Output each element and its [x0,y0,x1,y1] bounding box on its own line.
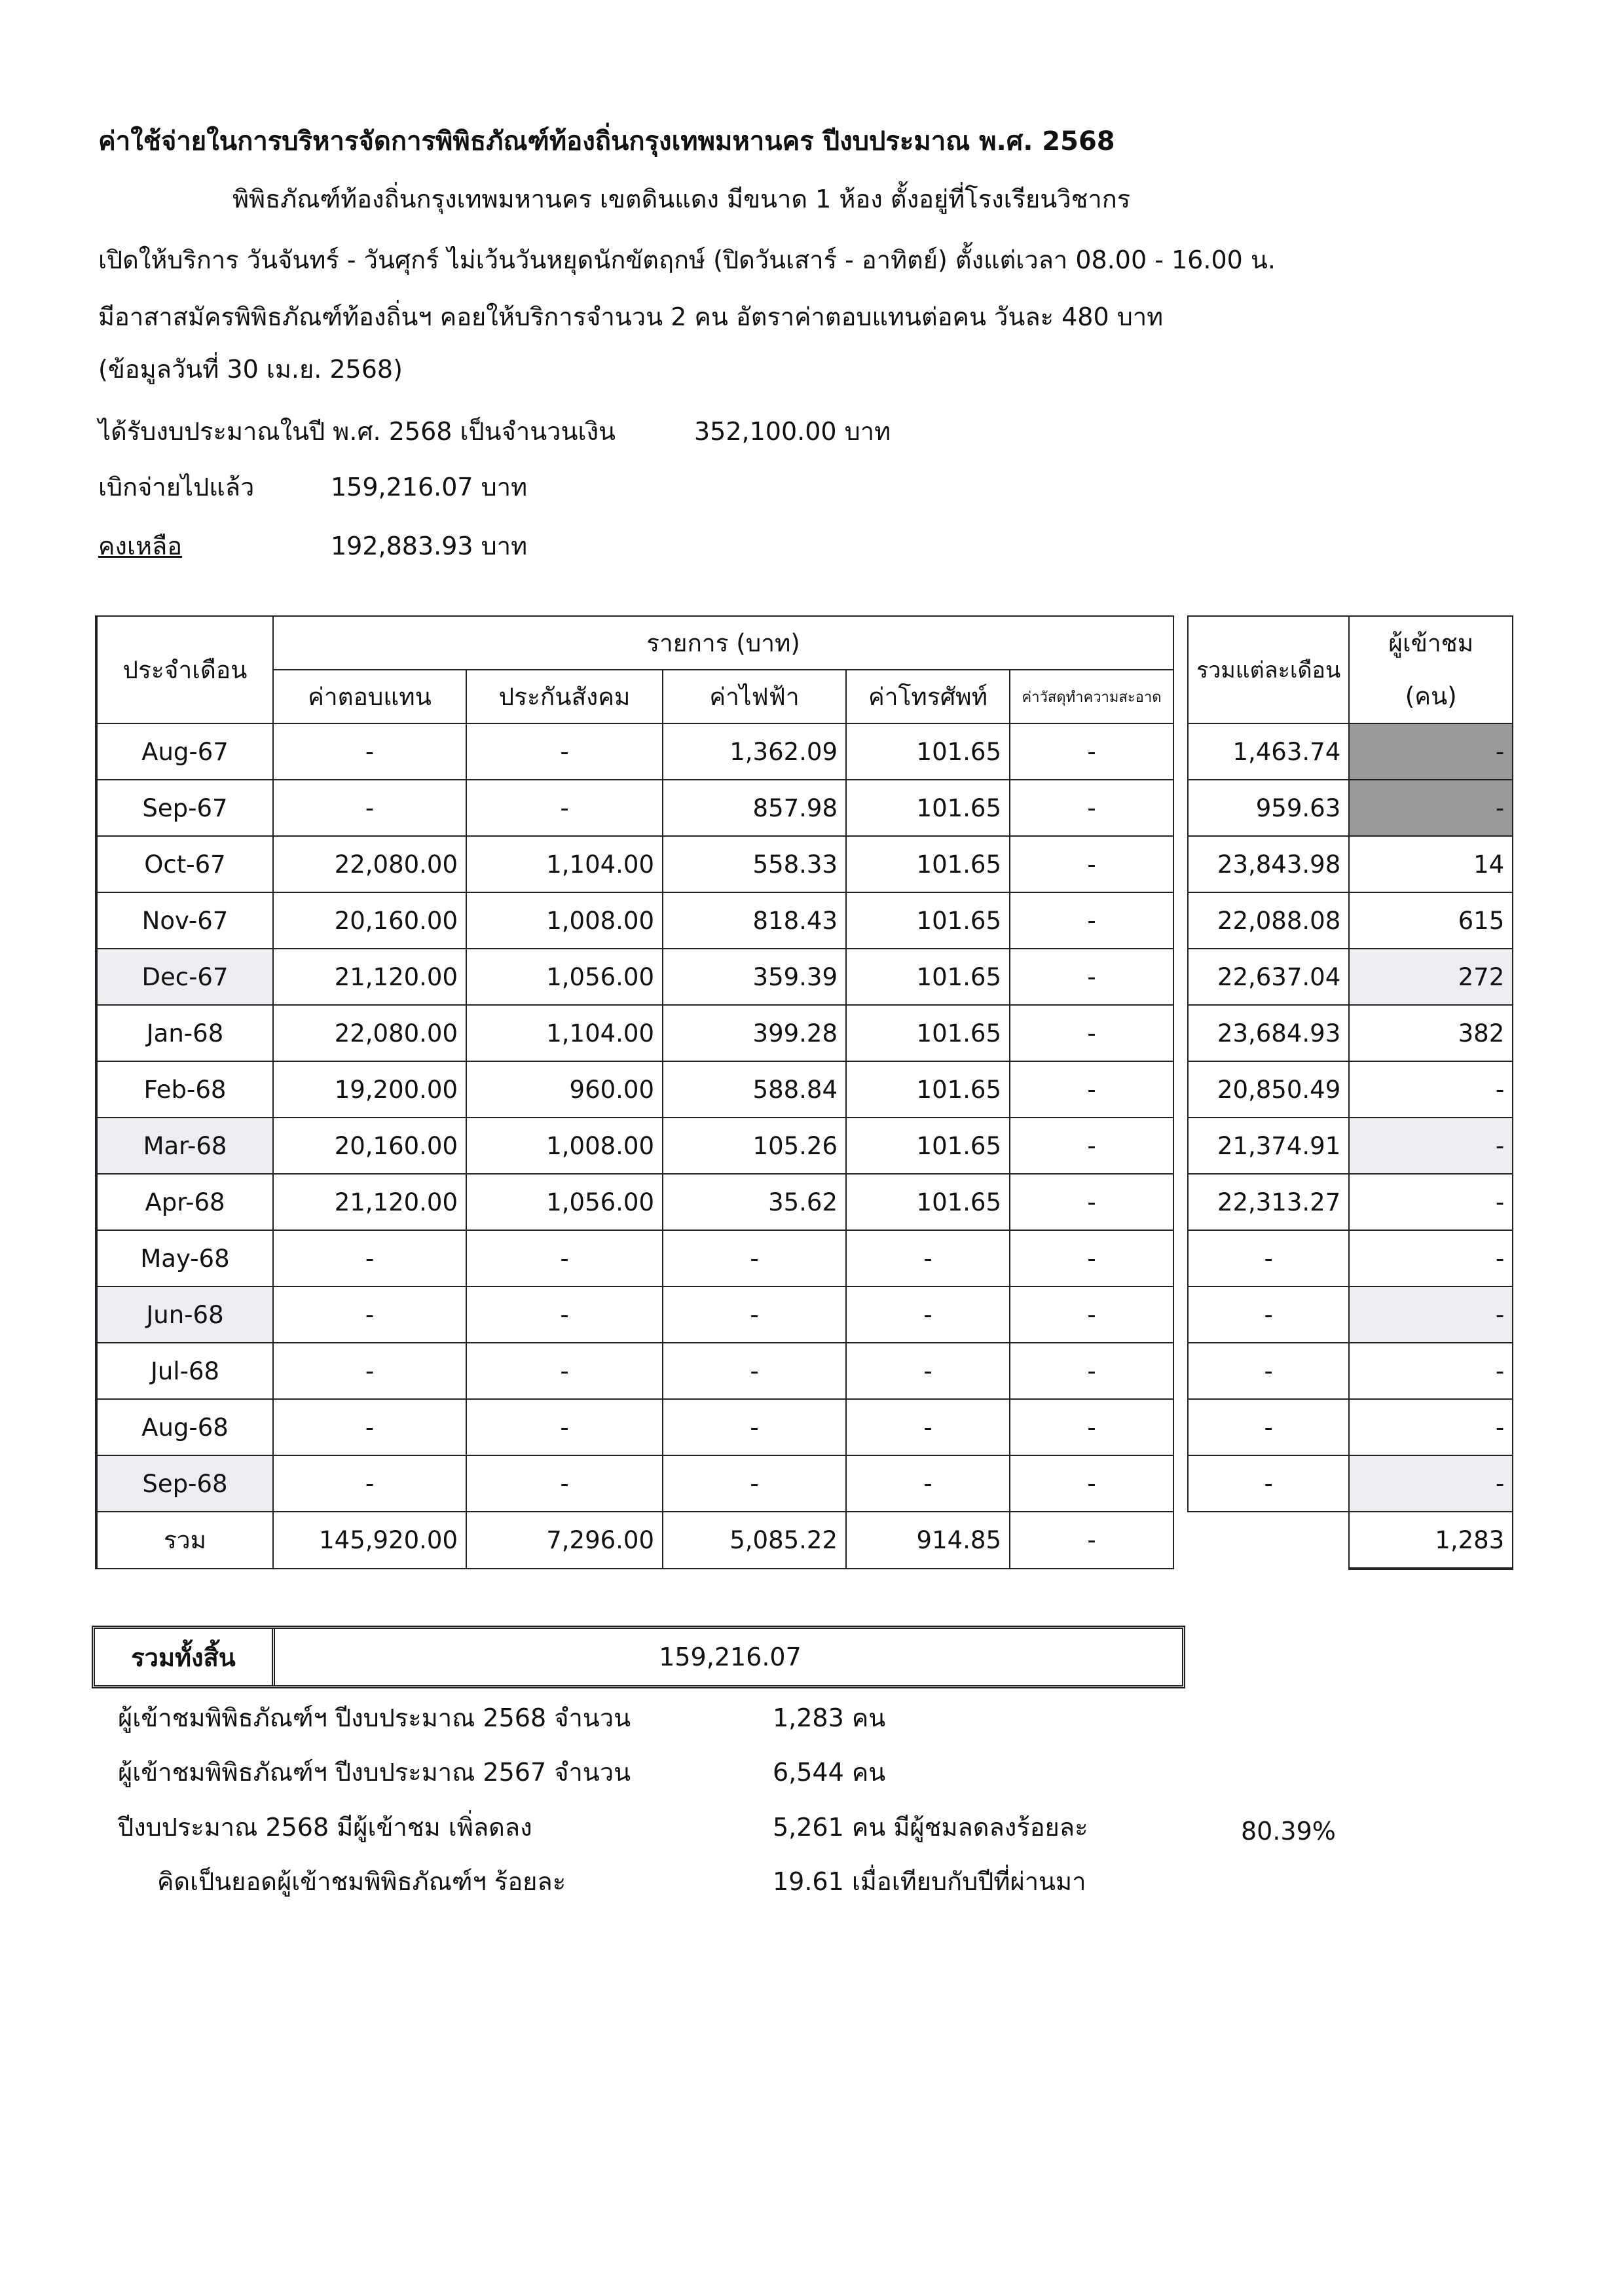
compensation-cell: - [273,1230,466,1286]
budget-value: 352,100.00 บาท [694,417,891,446]
sum-cleaning: - [1010,1512,1173,1569]
sum-label: รวม [96,1512,273,1569]
month-cell: Aug-67 [96,723,273,780]
visitors-2567-value: 6,544 คน [773,1758,886,1787]
monthly-total-cell: 20,850.49 [1188,1061,1349,1118]
header-visitors: ผู้เข้าชม [1349,616,1513,670]
visitors-2568-label: ผู้เข้าชมพิพิธภัณฑ์ฯ ปีงบประมาณ 2568 จำนวน [118,1704,631,1732]
opening-hours: เปิดให้บริการ วันจันทร์ - วันศุกร์ ไม่เว้นวันหยุดนักขัตฤกษ์ (ปิดวันเสาร์ - อาทิตย์) ตั้งแต่เวลา 08.00 - 16.00 น. [98,246,1276,274]
social-security-cell: - [466,1399,663,1455]
month-cell: Jan-68 [96,1005,273,1061]
visitors-cell: - [1349,1286,1513,1343]
compensation-cell: - [273,1455,466,1512]
monthly-total-cell: 23,843.98 [1188,836,1349,892]
header-monthly-total: รวมแต่ละเดือน [1188,616,1349,723]
telephone-cell: 101.65 [846,1174,1010,1230]
social-security-cell: 1,056.00 [466,949,663,1005]
electricity-cell: 558.33 [663,836,846,892]
social-security-cell: - [466,723,663,780]
monthly-total-cell: 22,313.27 [1188,1174,1349,1230]
telephone-cell: 101.65 [846,723,1010,780]
cleaning-cell: - [1010,836,1173,892]
visitors-cell: 272 [1349,949,1513,1005]
electricity-cell: 359.39 [663,949,846,1005]
volunteer-info: มีอาสาสมัครพิพิธภัณฑ์ท้องถิ่นฯ คอยให้บริการจำนวน 2 คน อัตราค่าตอบแทนต่อคน วันละ 480 บาท [98,302,1164,331]
telephone-cell: 101.65 [846,1061,1010,1118]
telephone-cell: 101.65 [846,1005,1010,1061]
grand-total-box [92,1626,1185,1688]
cleaning-cell: - [1010,1118,1173,1174]
social-security-cell: 1,056.00 [466,1174,663,1230]
compensation-cell: 20,160.00 [273,892,466,949]
visitor-change-value: 5,261 คน มีผู้ชมลดลงร้อยละ [773,1813,1088,1842]
remain-label: คงเหลือ [98,532,183,560]
month-cell: Jul-68 [96,1343,273,1399]
month-cell: Aug-68 [96,1399,273,1455]
table-row [96,1174,1513,1230]
visitors-cell: - [1349,1399,1513,1455]
cleaning-cell: - [1010,1399,1173,1455]
visitors-2568-value: 1,283 คน [773,1704,886,1732]
cleaning-cell: - [1010,1005,1173,1061]
table-row [96,780,1513,836]
compensation-cell: 21,120.00 [273,1174,466,1230]
social-security-cell: 1,008.00 [466,1118,663,1174]
telephone-cell: 101.65 [846,949,1010,1005]
telephone-cell: 101.65 [846,780,1010,836]
visitors-cell: - [1349,1343,1513,1399]
table-row [96,723,1513,780]
cleaning-cell: - [1010,1230,1173,1286]
telephone-cell: - [846,1455,1010,1512]
month-cell: Oct-67 [96,836,273,892]
cleaning-cell: - [1010,780,1173,836]
sum-telephone: 914.85 [846,1512,1010,1569]
monthly-total-cell: - [1188,1343,1349,1399]
table-row [96,836,1513,892]
social-security-cell: 1,104.00 [466,836,663,892]
visitors-cell: - [1349,1061,1513,1118]
table-row [96,1118,1513,1174]
visitors-cell: 615 [1349,892,1513,949]
cleaning-cell: - [1010,892,1173,949]
header-telephone: ค่าโทรศัพท์ [846,670,1010,723]
header-social-security: ประกันสังคม [466,670,663,723]
table-row [96,1230,1513,1286]
social-security-cell: 1,104.00 [466,1005,663,1061]
social-security-cell: - [466,1230,663,1286]
monthly-total-cell: - [1188,1286,1349,1343]
expense-table [95,615,1513,1570]
visitors-cell: 14 [1349,836,1513,892]
header-items: รายการ (บาท) [273,616,1173,670]
cleaning-cell: - [1010,1174,1173,1230]
compensation-cell: 19,200.00 [273,1061,466,1118]
visitor-change-label: ปีงบประมาณ 2568 มีผู้เข้าชม เพิ่ลดลง [118,1813,532,1842]
monthly-total-cell: - [1188,1230,1349,1286]
cleaning-cell: - [1010,1061,1173,1118]
electricity-cell: - [663,1399,846,1455]
telephone-cell: - [846,1399,1010,1455]
electricity-cell: 105.26 [663,1118,846,1174]
table-row [96,1455,1513,1512]
compensation-cell: - [273,1343,466,1399]
compensation-cell: - [273,1286,466,1343]
visitor-change-percent: 80.39% [1241,1817,1336,1846]
grand-total-label: รวมทั้งสิ้น [95,1629,275,1685]
compensation-cell: - [273,723,466,780]
electricity-cell: 588.84 [663,1061,846,1118]
electricity-cell: - [663,1455,846,1512]
month-cell: Nov-67 [96,892,273,949]
electricity-cell: 1,362.09 [663,723,846,780]
compensation-cell: 22,080.00 [273,836,466,892]
visitors-cell: - [1349,1230,1513,1286]
sum-compensation: 145,920.00 [273,1512,466,1569]
table-row [96,1005,1513,1061]
monthly-total-cell: 21,374.91 [1188,1118,1349,1174]
document-title: ค่าใช้จ่ายในการบริหารจัดการพิพิธภัณฑ์ท้องถิ่นกรุงเทพมหานคร ปีงบประมาณ พ.ศ. 2568 [98,126,1115,156]
compensation-cell: 22,080.00 [273,1005,466,1061]
social-security-cell: 1,008.00 [466,892,663,949]
month-cell: May-68 [96,1230,273,1286]
visitors-cell: 382 [1349,1005,1513,1061]
telephone-cell: 101.65 [846,1118,1010,1174]
monthly-total-cell: - [1188,1455,1349,1512]
month-cell: Feb-68 [96,1061,273,1118]
telephone-cell: - [846,1230,1010,1286]
table-row [96,1061,1513,1118]
electricity-cell: 35.62 [663,1174,846,1230]
monthly-total-cell: 22,088.08 [1188,892,1349,949]
monthly-total-cell: 1,463.74 [1188,723,1349,780]
monthly-total-cell: 22,637.04 [1188,949,1349,1005]
table-row [96,1286,1513,1343]
electricity-cell: 818.43 [663,892,846,949]
cleaning-cell: - [1010,1455,1173,1512]
electricity-cell: - [663,1343,846,1399]
visitor-ratio-label: คิดเป็นยอดผู้เข้าชมพิพิธภัณฑ์ฯ ร้อยละ [157,1867,566,1896]
telephone-cell: - [846,1343,1010,1399]
table-row [96,949,1513,1005]
table-body [96,723,1513,1512]
table-row [96,1343,1513,1399]
electricity-cell: 857.98 [663,780,846,836]
monthly-total-cell: 23,684.93 [1188,1005,1349,1061]
header-cleaning-supplies: ค่าวัสดุทำความสะอาด [1010,670,1173,723]
data-date: (ข้อมูลวันที่ 30 เม.ย. 2568) [98,355,403,384]
header-compensation: ค่าตอบแทน [273,670,466,723]
social-security-cell: - [466,1286,663,1343]
visitors-cell: - [1349,1174,1513,1230]
sum-visitors: 1,283 [1349,1512,1513,1569]
budget-label: ได้รับงบประมาณในปี พ.ศ. 2568 เป็นจำนวนเงิน [98,417,616,446]
monthly-total-cell: 959.63 [1188,780,1349,836]
electricity-cell: - [663,1286,846,1343]
visitors-cell: - [1349,780,1513,836]
social-security-cell: - [466,1455,663,1512]
social-security-cell: - [466,780,663,836]
compensation-cell: 20,160.00 [273,1118,466,1174]
month-cell: Mar-68 [96,1118,273,1174]
compensation-cell: - [273,1399,466,1455]
monthly-total-cell: - [1188,1399,1349,1455]
table-row [96,892,1513,949]
month-cell: Sep-67 [96,780,273,836]
electricity-cell: - [663,1230,846,1286]
grand-total-value: 159,216.07 [659,1643,802,1671]
header-visitors-unit: (คน) [1349,670,1513,723]
spent-label: เบิกจ่ายไปแล้ว [98,473,255,501]
telephone-cell: 101.65 [846,892,1010,949]
social-security-cell: 960.00 [466,1061,663,1118]
cleaning-cell: - [1010,723,1173,780]
month-cell: Jun-68 [96,1286,273,1343]
visitor-ratio-value: 19.61 เมื่อเทียบกับปีที่ผ่านมา [773,1867,1086,1896]
compensation-cell: 21,120.00 [273,949,466,1005]
remain-value: 192,883.93 บาท [331,532,528,560]
table-row [96,1399,1513,1455]
cleaning-cell: - [1010,949,1173,1005]
telephone-cell: - [846,1286,1010,1343]
visitors-2567-label: ผู้เข้าชมพิพิธภัณฑ์ฯ ปีงบประมาณ 2567 จำนวน [118,1758,631,1787]
month-cell: Apr-68 [96,1174,273,1230]
sum-social-security: 7,296.00 [466,1512,663,1569]
telephone-cell: 101.65 [846,836,1010,892]
visitors-cell: - [1349,723,1513,780]
sum-electricity: 5,085.22 [663,1512,846,1569]
visitors-cell: - [1349,1118,1513,1174]
compensation-cell: - [273,780,466,836]
header-electricity: ค่าไฟฟ้า [663,670,846,723]
cleaning-cell: - [1010,1343,1173,1399]
visitors-cell: - [1349,1455,1513,1512]
social-security-cell: - [466,1343,663,1399]
cleaning-cell: - [1010,1286,1173,1343]
spent-value: 159,216.07 บาท [331,473,528,501]
electricity-cell: 399.28 [663,1005,846,1061]
month-cell: Dec-67 [96,949,273,1005]
month-cell: Sep-68 [96,1455,273,1512]
museum-description: พิพิธภัณฑ์ท้องถิ่นกรุงเทพมหานคร เขตดินแดง มีขนาด 1 ห้อง ตั้งอยู่ที่โรงเรียนวิชากร [232,185,1131,213]
header-month: ประจำเดือน [96,616,273,723]
